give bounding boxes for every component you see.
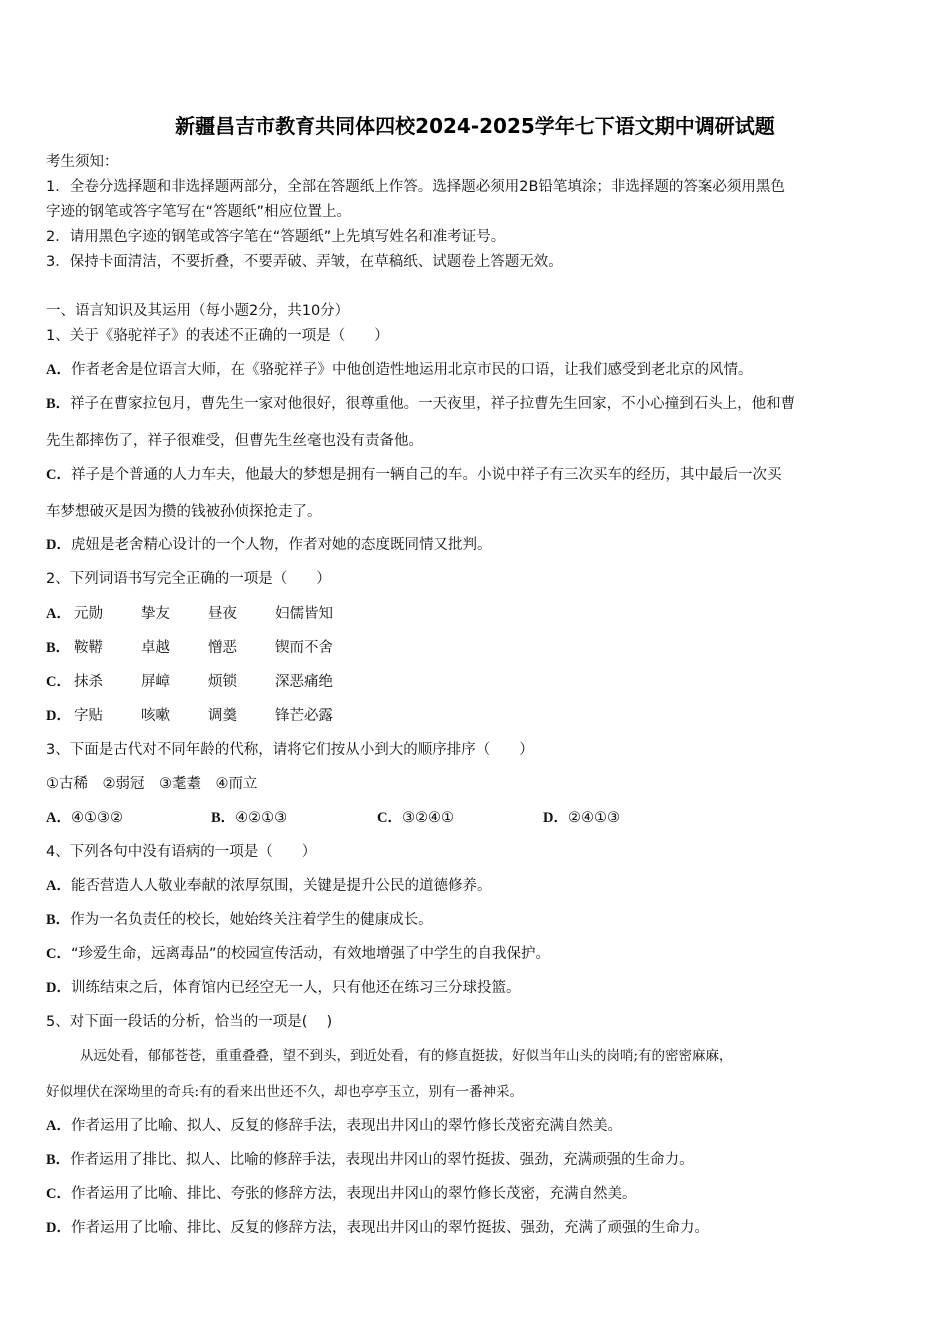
q1-option-b [46, 394, 795, 414]
option-word: 元勋 [74, 606, 103, 622]
q5-passage-line-1: 从远处看，郁郁苍苍，重重叠叠，望不到头，到近处看，有的修直挺拔，好似当年山头的岗哨;有的密密麻麻， [80, 1048, 733, 1064]
option-label: D． [543, 810, 568, 826]
notice-item-1-cont: 字迹的钢笔或答字笔写在“答题纸”相应位置上。 [46, 204, 352, 220]
option-word: 字贴 [74, 708, 103, 724]
option-label: C． [377, 810, 402, 826]
option-word: 深恶痛绝 [275, 674, 333, 690]
option-label: D． [46, 708, 71, 724]
option-text: ②④①③ [567, 810, 620, 826]
option-label: B． [46, 396, 71, 412]
option-text: 训练结束之后，体育馆内已经空无一人，只有他还在练习三分球投篮。 [70, 980, 521, 996]
option-label: C． [46, 467, 71, 483]
q2-option-b [46, 638, 446, 658]
q5-option-d [46, 1218, 709, 1238]
notice-heading: 考生须知： [46, 154, 119, 170]
option-label: A． [46, 810, 71, 826]
q2-option-d [46, 706, 446, 726]
option-word: 妇儒皆知 [275, 606, 333, 622]
option-text: 作者运用了比喻、排比、夸张的修辞方法，表现出井冈山的翠竹修长茂密，充满自然美。 [70, 1186, 637, 1202]
option-text: 祥子在曹家拉包月，曹先生一家对他很好，很尊重他。一天夜里，祥子拉曹先生回家，不小心撞到石头上，他和曹 [70, 396, 796, 412]
option-label: A． [46, 606, 71, 622]
option-word: 屏嶂 [141, 674, 170, 690]
option-text: 作者老舍是位语言大师，在《骆驼祥子》中他创造性地运用北京市民的口语，让我们感受到老北京的风情。 [70, 362, 753, 378]
option-label: B． [211, 810, 236, 826]
option-label: A． [46, 362, 71, 378]
option-word: 抹杀 [74, 674, 103, 690]
q3-items: ①古稀 ②弱冠 ③耄耋 ④而立 [46, 776, 258, 792]
option-text: 作为一名负责任的校长，她始终关注着学生的健康成长。 [70, 912, 433, 928]
q5-option-b [46, 1150, 694, 1170]
option-label: C． [46, 1186, 71, 1202]
option-label: C． [46, 674, 71, 690]
q1-option-b-cont: 先生都摔伤了，祥子很难受，但曹先生丝毫也没有责备他。 [46, 433, 423, 449]
q4-stem: 4、下列各句中没有语病的一项是（ ） [46, 844, 317, 860]
option-label: B． [46, 1152, 71, 1168]
option-label: A． [46, 878, 71, 894]
option-label: D． [46, 980, 71, 996]
option-word: 卓越 [141, 640, 170, 656]
option-word: 憎恶 [208, 640, 237, 656]
option-word: 挚友 [141, 606, 170, 622]
option-text: 作者运用了比喻、拟人、反复的修辞手法，表现出井冈山的翠竹修长茂密充满自然美。 [70, 1118, 622, 1134]
option-text: ④①③② [70, 810, 123, 826]
q3-option-b [211, 808, 287, 828]
option-label: C． [46, 946, 71, 962]
q1-stem: 1、关于《骆驼祥子》的表述不正确的一项是（ ） [46, 328, 389, 344]
option-word: 锋芒必露 [275, 708, 333, 724]
section-heading: 一、语言知识及其运用（每小题2分，共10分） [46, 303, 350, 319]
q1-option-a [46, 360, 752, 380]
option-label: D． [46, 537, 71, 553]
q4-option-d [46, 978, 520, 998]
option-label: B． [46, 912, 71, 928]
q5-option-c [46, 1184, 636, 1204]
q3-option-d [543, 808, 620, 828]
notice-item-2: 2．请用黑色字迹的钢笔或答字笔在“答题纸”上先填写姓名和准考证号。 [46, 229, 506, 245]
q3-option-a [46, 808, 123, 828]
option-text: 作者运用了排比、拟人、比喻的修辞手法，表现出井冈山的翠竹挺拔、强劲，充满顽强的生命力。 [70, 1152, 694, 1168]
q1-option-d [46, 535, 491, 555]
option-text: ④②①③ [235, 810, 288, 826]
q3-options [46, 808, 666, 828]
option-text: 作者运用了比喻、排比、反复的修辞方法，表现出井冈山的翠竹挺拔、强劲，充满了顽强的生命力。 [70, 1220, 709, 1236]
option-text: 虎妞是老舍精心设计的一个人物，作者对她的态度既同情又批判。 [70, 537, 492, 553]
option-label: B． [46, 640, 71, 656]
notice-item-1: 1．全卷分选择题和非选择题两部分，全部在答题纸上作答。选择题必须用2B铅笔填涂；非选择题的答案必须用黑色 [46, 179, 785, 195]
option-text: 祥子是个普通的人力车夫，他最大的梦想是拥有一辆自己的车。小说中祥子有三次买车的经历，其中最后一次买 [70, 467, 782, 483]
exam-title: 新疆昌吉市教育共同体四校2024-2025学年七下语文期中调研试题 [175, 114, 775, 138]
option-word: 鞍鞯 [74, 640, 103, 656]
option-word: 昼夜 [208, 606, 237, 622]
q5-passage-line-2: 好似埋伏在深坳里的奇兵:有的看来出世还不久，却也亭亭玉立，别有一番神采。 [46, 1084, 524, 1100]
notice-item-3: 3．保持卡面清洁，不要折叠，不要弄破、弄皱，在草稿纸、试题卷上答题无效。 [46, 254, 563, 270]
q3-stem: 3、下面是古代对不同年龄的代称，请将它们按从小到大的顺序排序（ ） [46, 742, 534, 758]
q3-option-c [377, 808, 454, 828]
q4-option-c [46, 944, 550, 964]
option-text: 能否营造人人敬业奉献的浓厚氛围，关键是提升公民的道德修养。 [70, 878, 492, 894]
q1-option-c [46, 465, 781, 485]
q5-option-a [46, 1116, 622, 1136]
option-text: ③②④① [401, 810, 454, 826]
q5-stem: 5、对下面一段话的分析，恰当的一项是( ) [46, 1014, 333, 1030]
option-word: 烦锁 [208, 674, 237, 690]
option-word: 咳嗽 [141, 708, 170, 724]
option-label: D． [46, 1220, 71, 1236]
option-word: 锲而不舍 [275, 640, 333, 656]
q2-option-c [46, 672, 446, 692]
option-label: A． [46, 1118, 71, 1134]
q2-stem: 2、下列词语书写完全正确的一项是（ ） [46, 571, 331, 587]
q2-option-a [46, 604, 446, 624]
q4-option-b [46, 910, 433, 930]
option-text: “珍爱生命，远离毒品”的校园宣传活动，有效地增强了中学生的自我保护。 [70, 946, 551, 962]
q1-option-c-cont: 车梦想破灭是因为攒的钱被孙侦探抢走了。 [46, 504, 322, 520]
option-word: 调羹 [208, 708, 237, 724]
q4-option-a [46, 876, 491, 896]
